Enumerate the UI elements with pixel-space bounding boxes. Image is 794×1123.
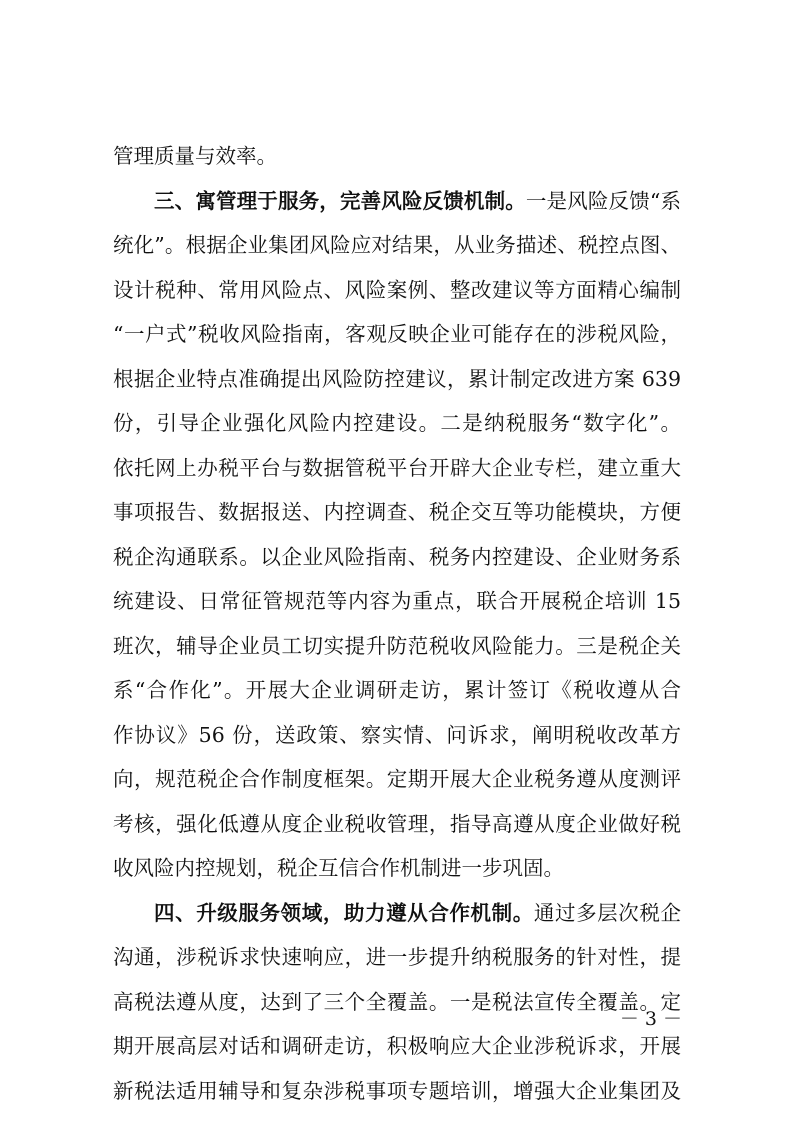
section-heading: 四、升级服务领域，助力遵从合作机制。 [154, 900, 534, 925]
text-line [113, 891, 681, 936]
text-line [113, 490, 681, 535]
line-text: 考核，强化低遵从度企业税收管理，指导高遵从度企业做好税 [113, 811, 681, 836]
text-line [113, 713, 681, 758]
line-text: 作协议》56 份，送政策、察实情、问诉求，阐明税收改革方 [113, 722, 681, 747]
line-text: 系“合作化”。开展大企业调研走访，累计签订《税收遵从合 [113, 678, 681, 702]
section-heading: 三、寓管理于服务，完善风险反馈机制。 [154, 188, 526, 213]
text-line [113, 401, 681, 446]
text-line [113, 357, 681, 402]
line-text: 高税法遵从度，达到了三个全覆盖。一是税法宣传全覆盖。定 [113, 989, 681, 1014]
line-text: 设计税种、常用风险点、风险案例、整改建议等方面精心编制 [113, 277, 681, 302]
text-line [113, 980, 681, 1025]
line-text: 向，规范税企合作制度框架。定期开展大企业税务遵从度测评 [113, 767, 681, 791]
text-line [113, 846, 681, 891]
page-number: － 3 － [619, 1008, 682, 1030]
line-text: 依托网上办税平台与数据管税平台开辟大企业专栏，建立重大 [113, 455, 681, 480]
text-line [113, 312, 681, 357]
line-text: 事项报告、数据报送、内控调查、税企交互等功能模块，方便 [113, 500, 681, 524]
line-text: 沟通，涉税诉求快速响应，进一步提升纳税服务的针对性，提 [113, 945, 681, 969]
text-line [113, 1024, 681, 1069]
text-line [113, 446, 681, 491]
text-line [113, 757, 681, 802]
text-line [113, 223, 681, 268]
text-line [113, 1069, 681, 1114]
text-line [113, 668, 681, 713]
text-line [113, 624, 681, 669]
line-text: 根据企业特点准确提出风险防控建议，累计制定改进方案 639 [113, 366, 681, 391]
line-text: 通过多层次税企 [533, 900, 681, 925]
line-text: 期开展高层对话和调研走访，积极响应大企业涉税诉求，开展 [113, 1034, 681, 1058]
text-line [113, 935, 681, 980]
line-text: 份，引导企业强化风险内控建设。二是纳税服务“数字化”。 [113, 411, 681, 435]
line-text: 统建设、日常征管规范等内容为重点，联合开展税企培训 15 [113, 589, 681, 613]
text-line [113, 802, 681, 847]
line-text: 新税法适用辅导和复杂涉税事项专题培训，增强大企业集团及 [113, 1078, 681, 1103]
document-body [113, 134, 681, 1113]
line-text: 管理质量与效率。 [113, 144, 277, 168]
line-text: 一是风险反馈“系 [525, 188, 681, 213]
line-text: 税企沟通联系。以企业风险指南、税务内控建设、企业财务系 [113, 544, 681, 569]
paragraph-lines [113, 134, 681, 1113]
text-line [113, 579, 681, 624]
text-line [113, 134, 681, 179]
line-text: 班次，辅导企业员工切实提升防范税收风险能力。三是税企关 [113, 633, 681, 658]
text-line [113, 535, 681, 580]
line-text: “一户式”税收风险指南，客观反映企业可能存在的涉税风险， [113, 322, 681, 346]
line-text: 收风险内控规划，税企互信合作机制进一步巩固。 [113, 856, 564, 880]
line-text: 统化”。根据企业集团风险应对结果，从业务描述、税控点图、 [113, 233, 681, 257]
text-line [113, 179, 681, 224]
text-line [113, 268, 681, 313]
